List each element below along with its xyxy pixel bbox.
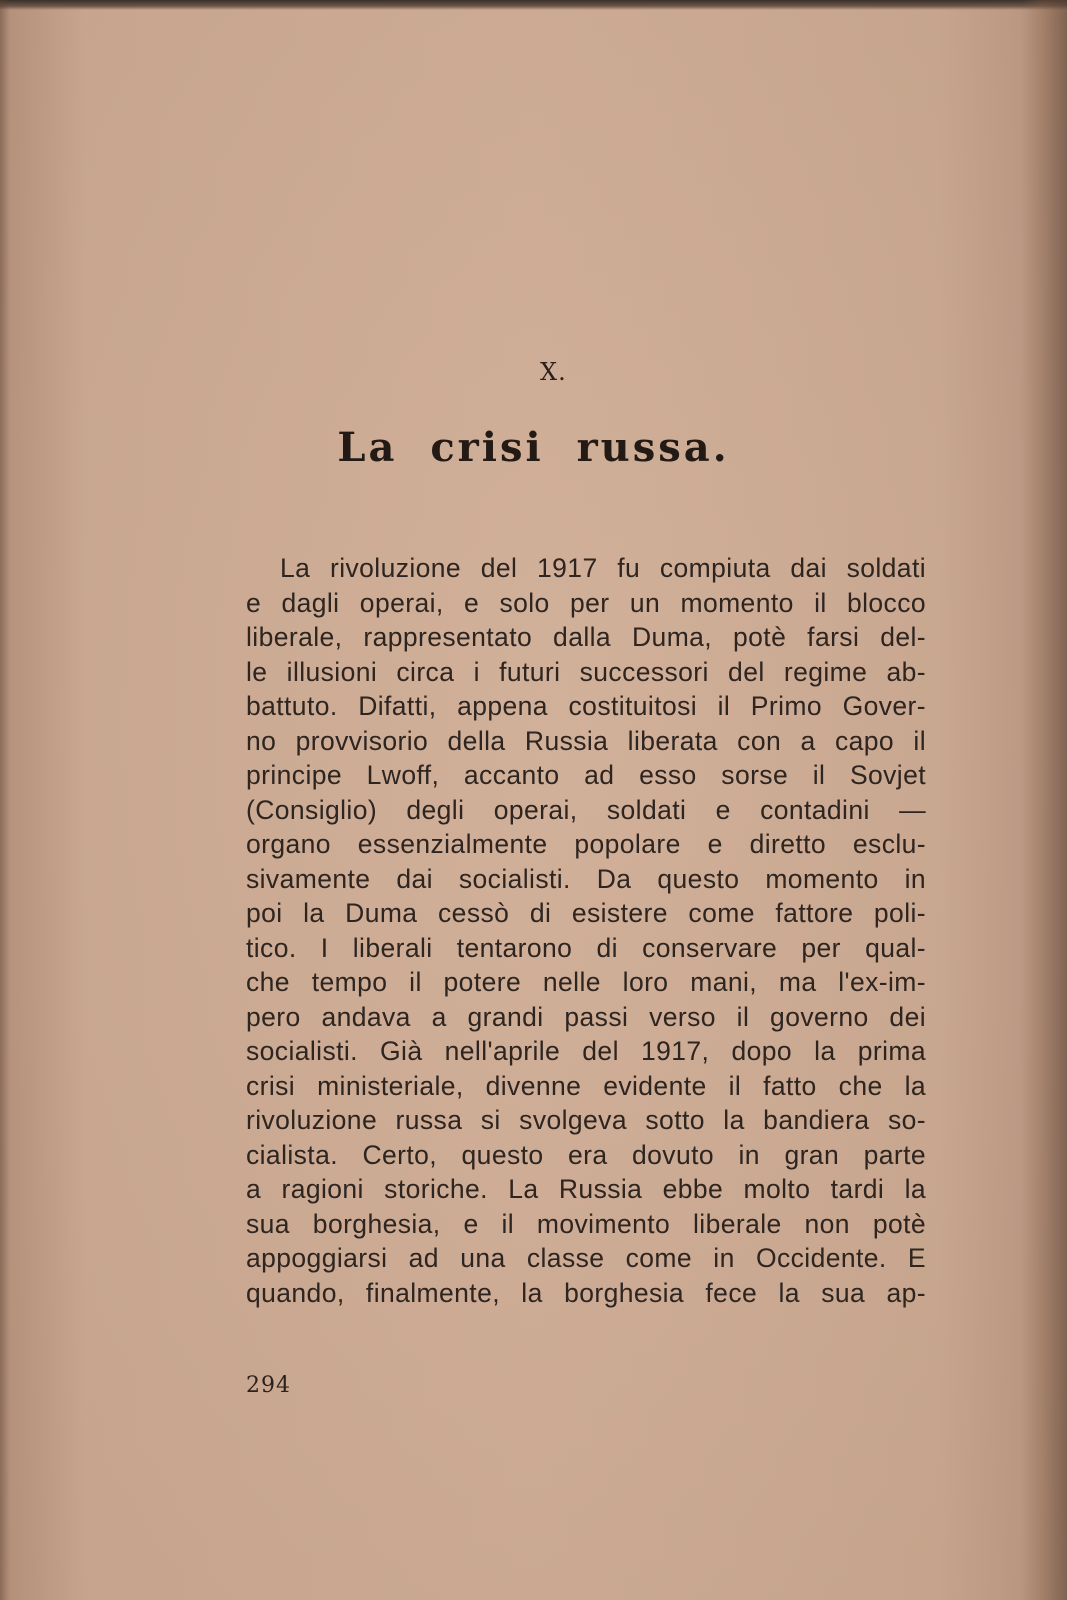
text-line: battuto. Difatti, appena costituitosi il Primo Gover- <box>246 691 926 721</box>
text-line: sivamente dai socialisti. Da questo momento in <box>246 863 926 894</box>
text-line: quando, finalmente, la borghesia fece la sua ap- <box>246 1277 926 1308</box>
page-edge-shadow <box>0 0 10 1600</box>
text-line: crisi ministeriale, divenne evidente il fatto che la <box>246 1070 926 1101</box>
text-line: pero andava a grandi passi verso il governo dei <box>246 1001 926 1032</box>
text-line: rivoluzione russa si svolgeva sotto la bandiera so- <box>246 1105 926 1135</box>
text-line: principe Lwoff, accanto ad esso sorse il Sovjet <box>246 760 926 790</box>
body-text <box>246 551 926 1310</box>
text-line: sua borghesia, e il movimento liberale non potè <box>246 1208 926 1239</box>
text-line: no provvisorio della Russia liberata con a capo il <box>246 725 926 756</box>
text-line: organo essenzialmente popolare e diretto esclu- <box>246 829 926 859</box>
chapter-number: X. <box>540 358 567 386</box>
text-line: liberale, rappresentato dalla Duma, potè farsi del- <box>246 622 926 652</box>
text-line: poi la Duma cessò di esistere come fattore poli- <box>246 898 926 928</box>
text-line: socialisti. Già nell'aprile del 1917, dopo la prima <box>246 1036 926 1066</box>
text-line: le illusioni circa i futuri successori del regime ab- <box>246 656 926 687</box>
text-line: a ragioni storiche. La Russia ebbe molto tardi la <box>246 1174 926 1204</box>
text-line: La rivoluzione del 1917 fu compiuta dai soldati <box>280 553 926 583</box>
text-line: cialista. Certo, questo era dovuto in gran parte <box>246 1139 926 1170</box>
text-line: appoggiarsi ad una classe come in Occidente. E <box>246 1243 926 1273</box>
text-line: e dagli operai, e solo per un momento il blocco <box>246 587 926 618</box>
text-line: che tempo il potere nelle loro mani, ma l'ex-im- <box>246 967 926 997</box>
text-line: tico. I liberali tentarono di conservare per qual- <box>246 932 926 963</box>
page-number: 294 <box>246 1373 291 1398</box>
chapter-title: La crisi russa. <box>337 424 730 471</box>
text-line: (Consiglio) degli operai, soldati e contadini — <box>246 794 926 825</box>
